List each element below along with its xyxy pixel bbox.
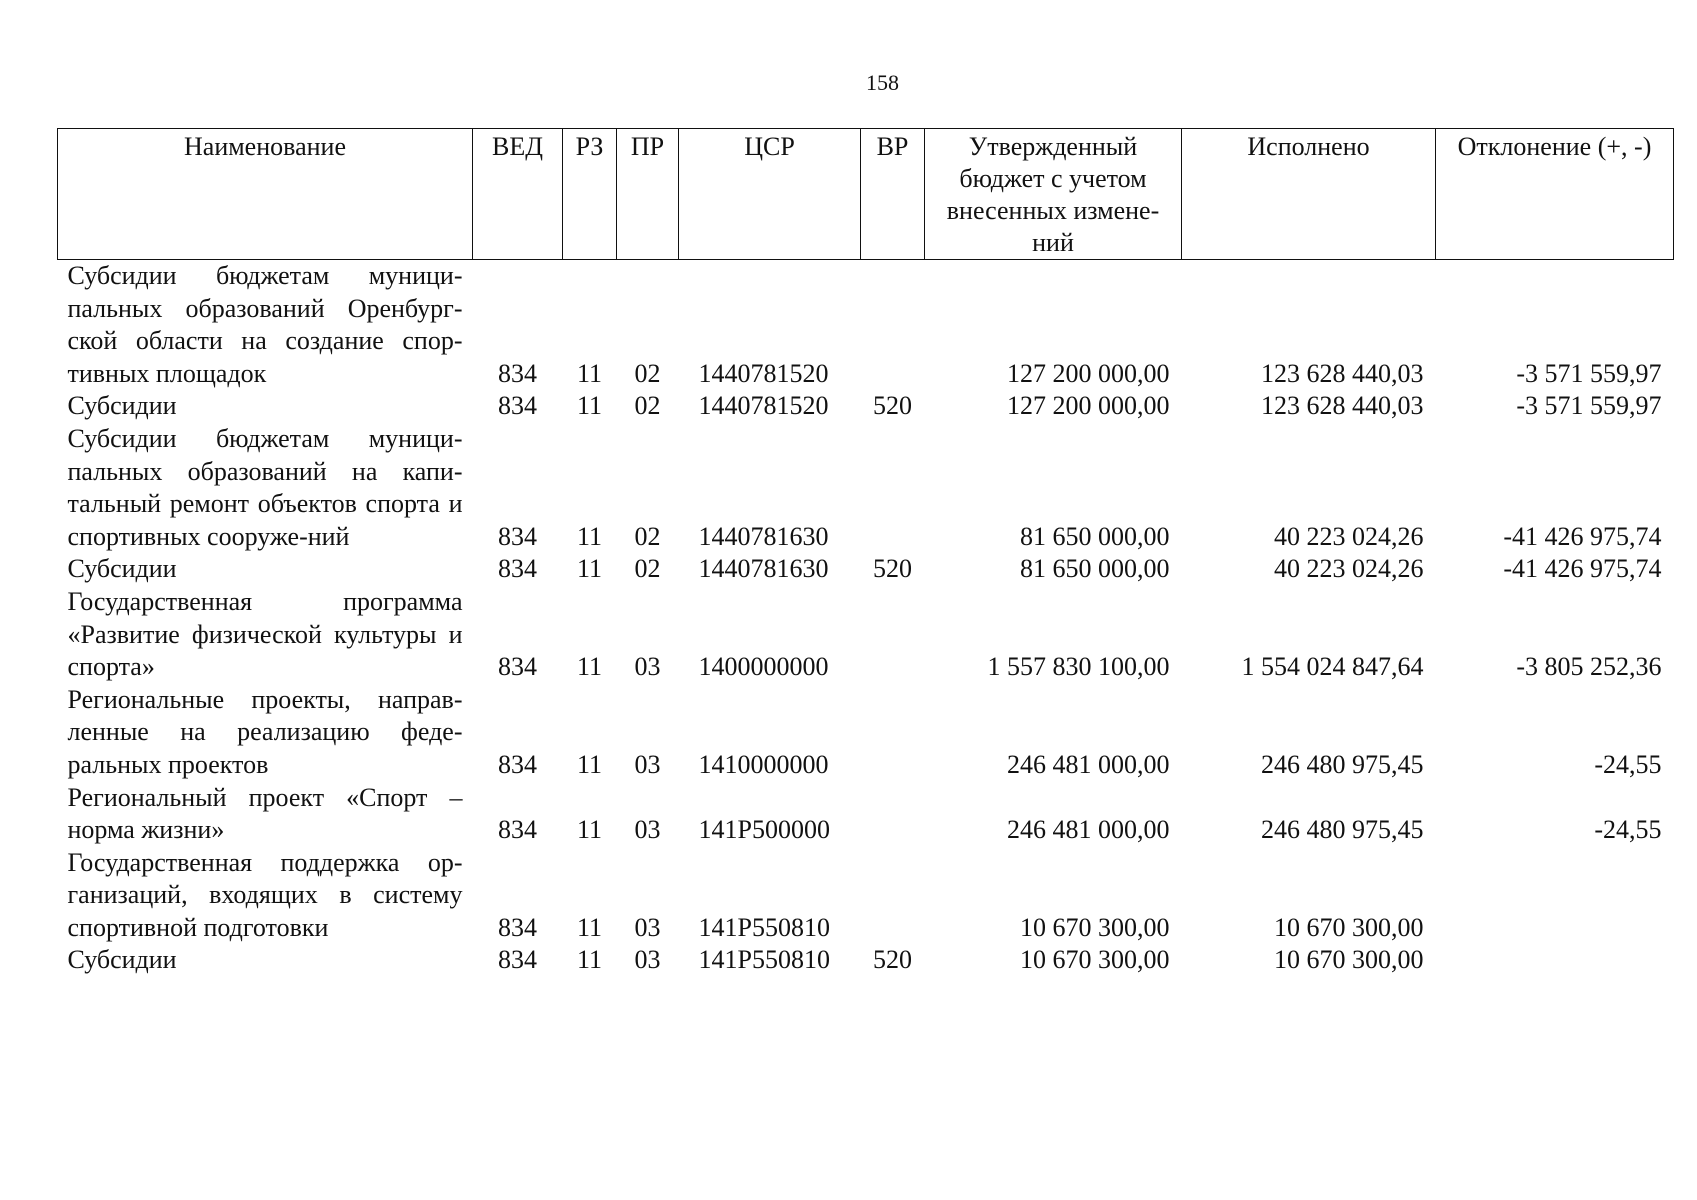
table-row bbox=[58, 944, 1674, 977]
row-rz: 11 bbox=[576, 521, 603, 551]
header-rz: РЗ bbox=[563, 129, 617, 260]
row-executed: 10 670 300,00 bbox=[1274, 945, 1424, 975]
row-ved: 834 bbox=[498, 912, 537, 942]
row-name: Региональные проекты, направ-ленные на реализацию феде-ральных проектов bbox=[67, 684, 463, 779]
row-csr: 1400000000 bbox=[698, 652, 829, 682]
header-approved: Утвержденный бюджет с учетом внесенных измене-ний bbox=[925, 129, 1182, 260]
row-approved: 1 557 830 100,00 bbox=[987, 652, 1170, 682]
row-approved: 81 650 000,00 bbox=[1020, 554, 1170, 584]
table-body bbox=[58, 260, 1674, 978]
row-name: Региональный проект «Спорт – норма жизни» bbox=[67, 782, 463, 845]
table-row bbox=[58, 847, 1674, 945]
row-name: Государственная поддержка ор-ганизаций, входящих в систему спортивной подготовки bbox=[67, 847, 463, 942]
row-ved: 834 bbox=[498, 749, 537, 779]
row-deviation bbox=[1436, 847, 1674, 945]
header-pr: ПР bbox=[617, 129, 679, 260]
row-pr: 03 bbox=[634, 912, 661, 942]
row-vr: 520 bbox=[873, 554, 912, 584]
row-vr: 520 bbox=[873, 945, 912, 975]
row-approved: 10 670 300,00 bbox=[1020, 945, 1170, 975]
row-executed: 246 480 975,45 bbox=[1261, 749, 1424, 779]
row-csr: 1440781630 bbox=[698, 521, 829, 551]
row-csr: 1440781630 bbox=[698, 554, 829, 584]
row-deviation: -41 426 975,74 bbox=[1503, 521, 1662, 551]
row-name: Субсидии bbox=[67, 391, 177, 421]
row-csr: 141P550810 bbox=[698, 912, 830, 942]
row-deviation: -3 571 559,97 bbox=[1516, 391, 1662, 421]
page-number: 158 bbox=[866, 70, 899, 95]
row-pr: 03 bbox=[634, 749, 661, 779]
row-pr: 03 bbox=[634, 652, 661, 682]
row-executed: 123 628 440,03 bbox=[1261, 358, 1424, 388]
row-executed: 40 223 024,26 bbox=[1274, 521, 1424, 551]
row-name: Государственная программа «Развитие физической культуры и спорта» bbox=[67, 586, 463, 682]
row-ved: 834 bbox=[498, 358, 537, 388]
row-csr: 1440781520 bbox=[698, 358, 829, 388]
header-csr: ЦСР bbox=[679, 129, 861, 260]
table-row bbox=[58, 586, 1674, 684]
row-deviation: -3 571 559,97 bbox=[1516, 358, 1662, 388]
row-vr bbox=[861, 586, 925, 684]
row-csr: 1440781520 bbox=[698, 391, 829, 421]
header-vr: ВР bbox=[861, 129, 925, 260]
row-executed: 10 670 300,00 bbox=[1274, 912, 1424, 942]
row-executed: 1 554 024 847,64 bbox=[1241, 652, 1424, 682]
table-row bbox=[58, 782, 1674, 847]
row-deviation bbox=[1436, 944, 1674, 977]
row-approved: 81 650 000,00 bbox=[1020, 521, 1170, 551]
row-pr: 02 bbox=[634, 358, 661, 388]
header-name: Наименование bbox=[58, 129, 473, 260]
row-csr: 141P500000 bbox=[698, 815, 830, 845]
row-executed: 40 223 024,26 bbox=[1274, 554, 1424, 584]
row-vr bbox=[861, 847, 925, 945]
row-approved: 127 200 000,00 bbox=[1007, 391, 1170, 421]
row-deviation: -24,55 bbox=[1594, 749, 1662, 779]
row-name: Субсидии bbox=[67, 945, 177, 975]
row-deviation: -41 426 975,74 bbox=[1503, 554, 1662, 584]
table-row bbox=[58, 260, 1674, 391]
row-vr bbox=[861, 782, 925, 847]
row-deviation: -3 805 252,36 bbox=[1516, 652, 1662, 682]
row-executed: 246 480 975,45 bbox=[1261, 815, 1424, 845]
table-header bbox=[58, 129, 1674, 260]
row-rz: 11 bbox=[576, 749, 603, 779]
header-executed: Исполнено bbox=[1182, 129, 1436, 260]
row-ved: 834 bbox=[498, 815, 537, 845]
row-pr: 03 bbox=[634, 815, 661, 845]
row-rz: 11 bbox=[576, 912, 603, 942]
row-rz: 11 bbox=[576, 815, 603, 845]
table-row bbox=[58, 684, 1674, 782]
table-row bbox=[58, 390, 1674, 423]
row-name: Субсидии bbox=[67, 554, 177, 584]
row-deviation: -24,55 bbox=[1594, 815, 1662, 845]
row-vr bbox=[861, 684, 925, 782]
row-csr: 141P550810 bbox=[698, 945, 830, 975]
row-rz: 11 bbox=[576, 945, 603, 975]
row-ved: 834 bbox=[498, 391, 537, 421]
row-csr: 1410000000 bbox=[698, 749, 829, 779]
row-ved: 834 bbox=[498, 945, 537, 975]
row-ved: 834 bbox=[498, 554, 537, 584]
row-approved: 246 481 000,00 bbox=[1007, 749, 1170, 779]
row-name: Субсидии бюджетам муници-пальных образований Оренбург-ской области на создание спор-тивных площадок bbox=[67, 261, 463, 388]
table-row bbox=[58, 553, 1674, 586]
row-pr: 03 bbox=[634, 945, 661, 975]
row-vr bbox=[861, 260, 925, 391]
header-deviation: Отклонение (+, -) bbox=[1436, 129, 1674, 260]
row-rz: 11 bbox=[576, 358, 603, 388]
row-rz: 11 bbox=[576, 652, 603, 682]
row-rz: 11 bbox=[576, 391, 603, 421]
row-approved: 127 200 000,00 bbox=[1007, 358, 1170, 388]
row-approved: 246 481 000,00 bbox=[1007, 815, 1170, 845]
row-rz: 11 bbox=[576, 554, 603, 584]
row-ved: 834 bbox=[498, 521, 537, 551]
row-pr: 02 bbox=[634, 391, 661, 421]
table-row bbox=[58, 423, 1674, 553]
row-vr bbox=[861, 423, 925, 553]
row-name: Субсидии бюджетам муници-пальных образований на капи-тальный ремонт объектов спорта и спортивных сооруже-ний bbox=[67, 423, 463, 551]
budget-table bbox=[57, 128, 1674, 977]
row-pr: 02 bbox=[634, 521, 661, 551]
row-executed: 123 628 440,03 bbox=[1261, 391, 1424, 421]
row-pr: 02 bbox=[634, 554, 661, 584]
row-vr: 520 bbox=[873, 391, 912, 421]
header-ved: ВЕД bbox=[473, 129, 563, 260]
row-approved: 10 670 300,00 bbox=[1020, 912, 1170, 942]
row-ved: 834 bbox=[498, 652, 537, 682]
